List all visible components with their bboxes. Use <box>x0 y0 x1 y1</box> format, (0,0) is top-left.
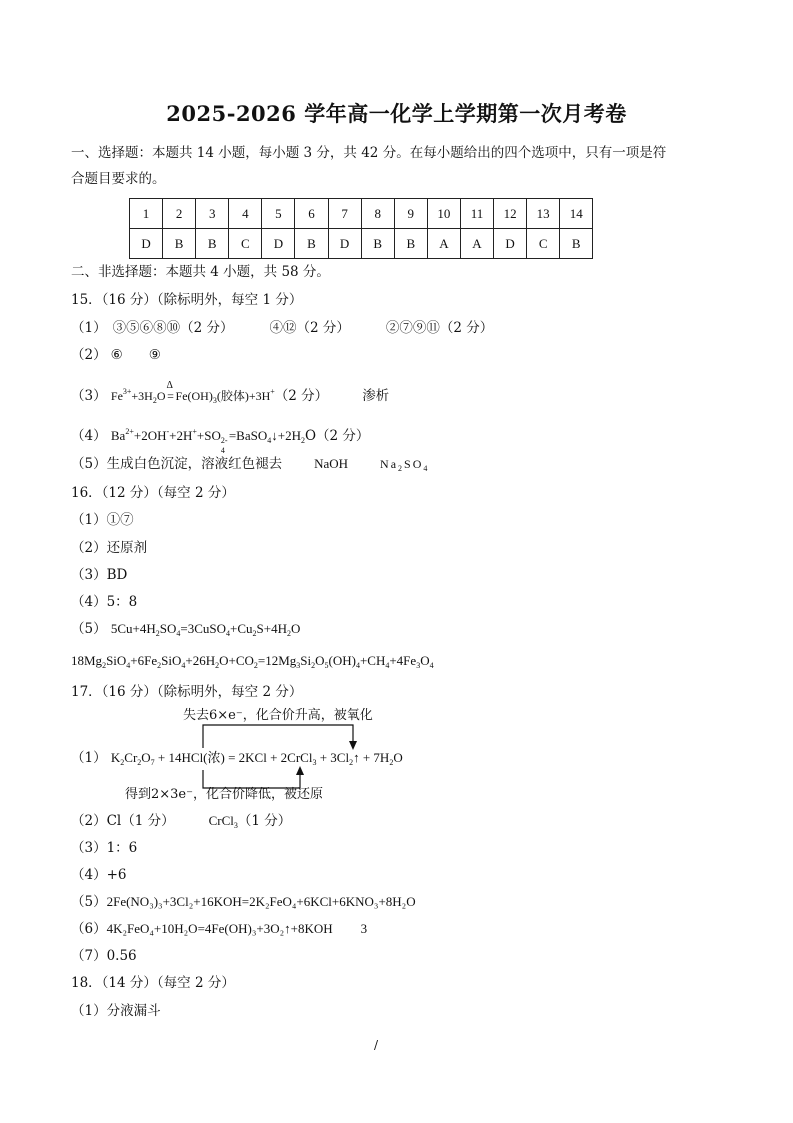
q15-a1-label: （1） <box>71 320 107 336</box>
eq2-s3: 2 <box>157 661 162 670</box>
q15-a5-naoh: NaOH <box>314 456 349 471</box>
q17-eq-t5: + 3Cl <box>316 750 350 765</box>
q15-a3-equation <box>110 380 275 405</box>
q16-answer-3: （3）BD <box>71 567 128 583</box>
answer-table-answer-cell: D <box>130 229 163 259</box>
eq2-s11: 4 <box>385 661 390 670</box>
answer-table-answer-cell: B <box>295 229 328 259</box>
q15-a4-water: ↓+2H <box>271 428 301 443</box>
q15-a3-water-o: O <box>156 389 166 403</box>
answer-table-answer-cell: D <box>328 229 361 259</box>
q17-answer-1 <box>71 749 403 772</box>
page-title: 2025-2026 学年高一化学上学期第一次月考卷 <box>166 101 627 126</box>
section1-instructions-line2: 合题目要求的。 <box>71 171 166 187</box>
q17-eq-s1: 2 <box>120 758 125 767</box>
eq2-t1: 18Mg <box>71 653 103 668</box>
q15-a3-score: （2 分） <box>274 388 329 404</box>
answer-table-answer-cell: D <box>494 229 527 259</box>
q15-a5-text: 生成白色沉淀，溶液红色褪去 <box>106 456 283 472</box>
answer-table-question-number: 1 <box>130 199 163 229</box>
answer-table-question-number: 8 <box>361 199 394 229</box>
q16-header: 16．（12 分）（每空 2 分） <box>71 485 235 501</box>
q15-a5-na-sub: 2 <box>398 464 405 473</box>
page-number: / <box>374 1038 379 1052</box>
answer-table-question-number: 2 <box>163 199 196 229</box>
q17-header: 17．（16 分）（除标明外，每空 2 分） <box>71 684 303 700</box>
eq2-t7: =12Mg <box>257 653 297 668</box>
eq2-t3: +6Fe <box>130 653 158 668</box>
answer-table <box>129 198 593 259</box>
q15-a4-oh-charge: - <box>166 427 170 436</box>
q16-a5-sub3: 4 <box>226 629 231 638</box>
section2-instructions: 二、非选择题：本题共 4 小题，共 58 分。 <box>71 264 330 280</box>
q17-a2-part1: Cl（1 分） <box>106 813 175 829</box>
q17-eq-t2: Cr <box>124 750 138 765</box>
q16-answer-2: （2）还原剂 <box>71 540 148 556</box>
eq2-s12: 3 <box>416 661 421 670</box>
q15-a4-h-charge: + <box>192 427 197 436</box>
q16-a5-sub2: 4 <box>176 629 181 638</box>
answer-table-question-number: 13 <box>527 199 560 229</box>
q15-a2-part1: ⑥ <box>110 347 123 363</box>
eq2-t11: +CH <box>359 653 386 668</box>
q17-eq-s6: 2 <box>389 758 394 767</box>
q16-a5-equation <box>111 621 301 636</box>
q15-a4-so-charge: 2- <box>220 436 228 445</box>
q15-a4-oh: +2OH <box>133 428 167 443</box>
q15-a2-label: （2） <box>71 347 107 363</box>
answer-table-answer-cell: A <box>427 229 460 259</box>
q16-a5-t2: SO <box>159 621 177 636</box>
eq2-t12: +4Fe <box>389 653 417 668</box>
answer-table-question-number: 9 <box>394 199 427 229</box>
answer-table-question-number: 3 <box>196 199 229 229</box>
q16-answer-5 <box>71 620 300 643</box>
q15-a3-extra: 渗析 <box>362 388 390 404</box>
q15-a5-label: （5） <box>71 456 107 472</box>
q15-a5-so-sub: 4 <box>423 464 430 473</box>
q15-a3-heat-equals <box>166 380 176 405</box>
eq2-t10: (OH) <box>328 653 356 668</box>
q17-eq-t1: K <box>110 750 121 765</box>
answer-table-answer-cell: B <box>560 229 593 259</box>
answer-table-question-number: 14 <box>560 199 593 229</box>
q17-a2-crcl-sub: 3 <box>233 821 238 830</box>
answer-table-answer-cell: B <box>196 229 229 259</box>
answer-table-answer-cell: C <box>527 229 560 259</box>
q17-a6-equation: 4K₂FeO₄+10H₂O=4Fe(OH)₃+3O₂↑+8KOH <box>106 921 333 936</box>
q15-a3-product: Fe(OH) <box>175 389 213 403</box>
q15-answer-4 <box>71 423 370 455</box>
q15-a4-baso-sub: 4 <box>267 436 272 445</box>
q16-equation-2 <box>71 652 434 675</box>
q17-eq-t4: + 14HCl(浓) = 2KCl + 2CrCl <box>154 750 313 765</box>
q15-a4-so: +SO <box>196 428 221 443</box>
q15-a3-eq-sign: = <box>167 389 174 403</box>
q17-eq-t3: O <box>141 750 151 765</box>
answer-table-answer-cell: B <box>361 229 394 259</box>
q15-answer-1 <box>71 319 493 337</box>
q15-a3-h-charge: + <box>270 387 275 396</box>
q17-a6-label: （6） <box>71 921 107 937</box>
q15-a3-fe: Fe <box>110 389 123 403</box>
q17-a6-extra: 3 <box>360 921 368 936</box>
answer-table-question-number: 6 <box>295 199 328 229</box>
q17-electron-loss-note: 失去6×e⁻，化合价升高，被氧化 <box>183 708 373 723</box>
q15-answer-2 <box>71 346 161 364</box>
q15-a4-ba: Ba <box>110 428 126 443</box>
eq2-s7: 3 <box>296 661 301 670</box>
q15-a1-part1: ③⑤⑥⑧⑩（2 分） <box>112 320 234 336</box>
q17-electron-gain-note: 得到2×3e⁻，化合价降低，被还原 <box>125 787 323 802</box>
eq2-t13: O <box>420 653 430 668</box>
q16-answer-1: （1）①⑦ <box>71 512 134 528</box>
q17-a1-label: （1） <box>71 750 107 766</box>
q15-a4-water-sub: 2 <box>300 436 305 445</box>
eq2-s6: 2 <box>253 661 258 670</box>
answer-table-question-number: 4 <box>229 199 262 229</box>
q16-a5-label: （5） <box>71 621 107 637</box>
q16-a5-sub1: 2 <box>155 629 160 638</box>
q15-a3-label: （3） <box>71 388 107 404</box>
answer-table-answer-cell: B <box>163 229 196 259</box>
answer-table-question-number: 12 <box>494 199 527 229</box>
q17-eq-s2: 2 <box>137 758 142 767</box>
eq2-s8: 2 <box>311 661 316 670</box>
answer-table-answer-cell: B <box>394 229 427 259</box>
q17-eq-s3: 7 <box>150 758 155 767</box>
answer-table-question-number: 11 <box>460 199 493 229</box>
q15-a5-na2so4 <box>380 457 429 471</box>
q16-a5-t4: +Cu <box>230 621 253 636</box>
answer-table-answer-cell: A <box>460 229 493 259</box>
q17-eq-t7: O <box>393 750 403 765</box>
eq2-s5: 2 <box>215 661 220 670</box>
q15-a1-part2: ④⑫（2 分） <box>269 320 350 336</box>
q17-a5-label: （5） <box>71 894 107 910</box>
eq2-t8: Si <box>300 653 312 668</box>
q17-answer-2 <box>71 812 291 835</box>
q15-a3-water-sub: 2 <box>152 396 157 405</box>
q17-answer-4: （4）+6 <box>71 867 127 883</box>
q16-a5-sub4: 2 <box>252 629 257 638</box>
eq2-s2: 4 <box>126 661 131 670</box>
q15-a3-colloid: (胶体)+3H <box>216 389 271 403</box>
q15-a4-baso: =BaSO <box>228 428 268 443</box>
q18-answer-1: （1）分液漏斗 <box>71 1003 161 1019</box>
answer-table-answer-row <box>130 229 593 259</box>
eq2-t2: SiO <box>106 653 127 668</box>
q17-a5-equation: 2Fe(NO₃)₃+3Cl₂+16KOH=2K₂FeO₄+6KCl+6KNO₃+8H₂O <box>106 894 416 909</box>
eq2-t4: SiO <box>161 653 182 668</box>
eq2-t6: O+CO <box>219 653 254 668</box>
q17-answer-7: （7）0.56 <box>71 948 137 964</box>
q18-header: 18．（14 分）（每空 2 分） <box>71 975 235 991</box>
q17-eq-s4: 3 <box>312 758 317 767</box>
eq2-s10: 4 <box>355 661 360 670</box>
eq2-s9: 5 <box>324 661 329 670</box>
eq2-s13: 4 <box>429 661 434 670</box>
q17-a1-equation <box>111 750 403 765</box>
loss-bracket-line <box>203 725 353 748</box>
q15-a5-na: Na <box>380 457 399 471</box>
q16-answer-4: （4）5：8 <box>71 594 138 610</box>
q17-a2-crcl3 <box>209 813 238 828</box>
eq2-t5: +26H <box>185 653 216 668</box>
q17-eq-t6: ↑ + 7H <box>353 750 390 765</box>
q15-a5-so: SO <box>404 457 424 471</box>
answer-table-answer-cell: D <box>262 229 295 259</box>
answer-table-question-number: 7 <box>328 199 361 229</box>
q15-a3-delta: Δ <box>166 380 173 391</box>
q15-a3-water: +3H <box>131 389 153 403</box>
q15-a1-part3: ②⑦⑨⑪（2 分） <box>385 320 494 336</box>
q17-answer-3: （3）1：6 <box>71 840 138 856</box>
q17-eq-s5: 2 <box>349 758 354 767</box>
q15-a4-ba-charge: 2+ <box>125 427 134 436</box>
answer-table-number-row <box>130 199 593 229</box>
q15-a4-tail: O（2 分） <box>304 428 370 444</box>
q15-answer-5 <box>71 455 429 478</box>
eq2-s4: 4 <box>181 661 186 670</box>
q16-a5-t5: S+4H <box>256 621 287 636</box>
q16-a5-t3: =3CuSO <box>180 621 227 636</box>
answer-table-answer-cell: C <box>229 229 262 259</box>
answer-table-question-number: 10 <box>427 199 460 229</box>
q15-header: 15．（16 分）（除标明外，每空 1 分） <box>71 292 303 308</box>
q15-a2-part2: ⑨ <box>148 347 161 363</box>
eq2-t9: O <box>315 653 325 668</box>
q15-answer-3 <box>71 380 390 410</box>
q15-a4-h: +2H <box>169 428 193 443</box>
q17-answer-5 <box>71 893 416 911</box>
q17-a2-crcl: CrCl <box>208 813 234 828</box>
section1-instructions-line1: 一、选择题：本题共 14 小题，每小题 3 分，共 42 分。在每小题给出的四个选项中，只有一项是符 <box>71 145 667 161</box>
eq2-s1: 2 <box>102 661 107 670</box>
q16-a5-t1: 5Cu+4H <box>110 621 156 636</box>
q17-answer-6 <box>71 920 367 938</box>
q16-a5-t6: O <box>291 621 301 636</box>
q16-a5-sub5: 2 <box>287 629 291 638</box>
q15-a4-label: （4） <box>71 428 107 444</box>
q15-a4-equation <box>110 427 305 455</box>
answer-table-question-number: 5 <box>262 199 295 229</box>
q15-a3-product-sub: 3 <box>212 396 217 405</box>
q17-a2-label: （2） <box>71 813 107 829</box>
q17-a2-part3: （1 分） <box>237 813 292 829</box>
q15-a4-so-sub: 4 <box>220 446 225 455</box>
q15-a3-fe-charge: 3+ <box>122 387 132 396</box>
